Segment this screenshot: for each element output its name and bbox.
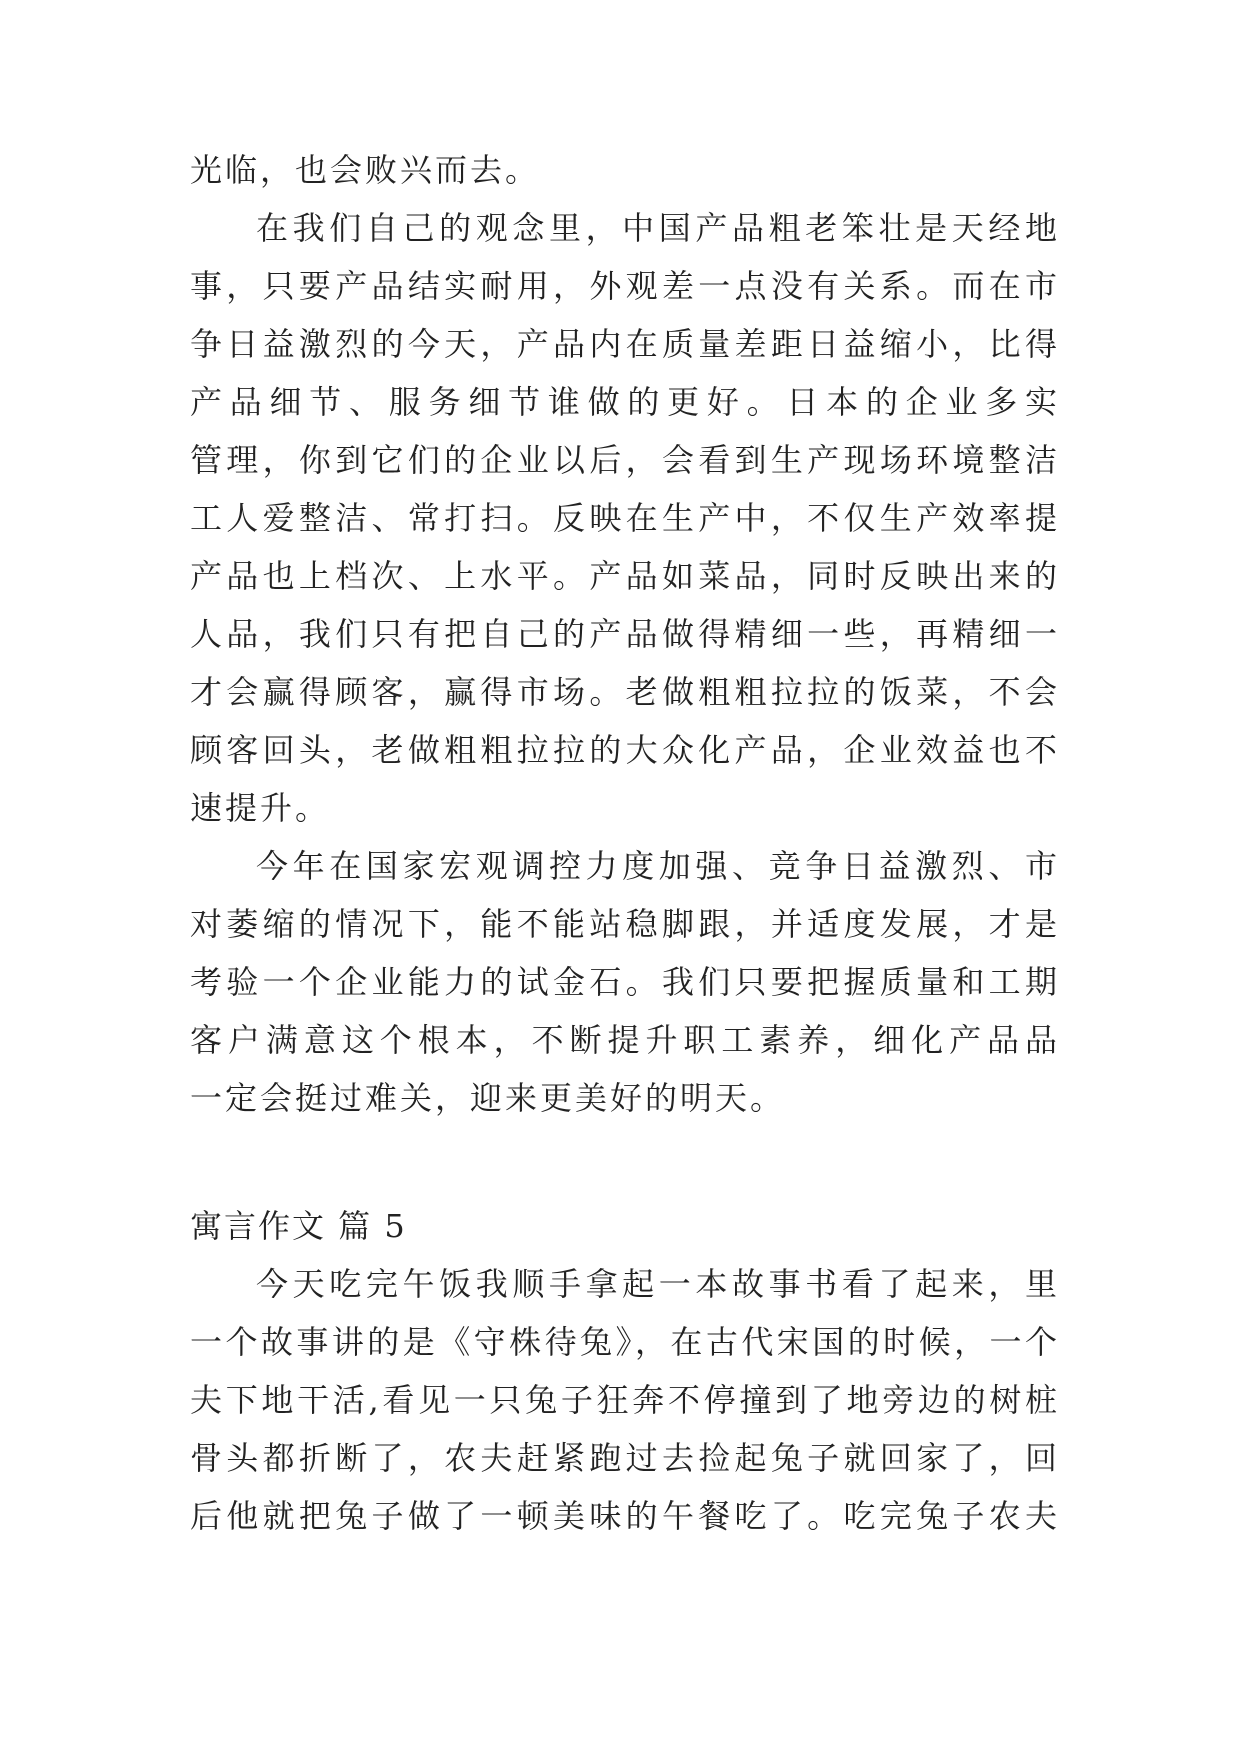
text-line: 速提升。 xyxy=(190,789,331,827)
paragraph-start-line: 在我们自己的观念里，中国产品粗老笨壮是天经地 xyxy=(256,209,1060,247)
text-line: 工人爱整洁、常打扫。反映在生产中，不仅生产效率提 xyxy=(190,499,1060,537)
text-line: 后他就把兔子做了一顿美味的午餐吃了。吃完兔子农夫 xyxy=(190,1497,1060,1535)
section-heading: 寓言作文 篇 5 xyxy=(190,1207,407,1245)
text-line: 骨头都折断了，农夫赶紧跑过去捡起兔子就回家了，回 xyxy=(190,1439,1060,1477)
text-line: 客户满意这个根本，不断提升职工素养，细化产品品 xyxy=(190,1021,1060,1059)
text-line: 才会赢得顾客，赢得市场。老做粗粗拉拉的饭菜，不会 xyxy=(190,673,1060,711)
text-line: 人品，我们只有把自己的产品做得精细一些，再精细一 xyxy=(190,615,1060,653)
text-line: 夫下地干活,看见一只兔子狂奔不停撞到了地旁边的树桩 xyxy=(190,1381,1060,1419)
text-line: 产品细节、服务细节谁做的更好。日本的企业多实 xyxy=(190,383,1060,421)
text-line: 一定会挺过难关，迎来更美好的明天。 xyxy=(190,1079,786,1117)
text-line: 一个故事讲的是《守株待兔》，在古代宋国的时候，一个 xyxy=(190,1323,1060,1361)
text-line: 管理，你到它们的企业以后，会看到生产现场环境整洁 xyxy=(190,441,1060,479)
text-line: 对萎缩的情况下，能不能站稳脚跟，并适度发展，才是 xyxy=(190,905,1060,943)
text-line: 考验一个企业能力的试金石。我们只要把握质量和工期 xyxy=(190,963,1060,1001)
text-line: 光临，也会败兴而去。 xyxy=(190,151,541,189)
text-line: 争日益激烈的今天，产品内在质量差距日益缩小，比得 xyxy=(190,325,1060,363)
text-line: 产品也上档次、上水平。产品如菜品，同时反映出来的 xyxy=(190,557,1060,595)
text-line: 事，只要产品结实耐用，外观差一点没有关系。而在市 xyxy=(190,267,1060,305)
paragraph-start-line: 今年在国家宏观调控力度加强、竞争日益激烈、市 xyxy=(256,847,1060,885)
text-line: 顾客回头，老做粗粗拉拉的大众化产品，企业效益也不 xyxy=(190,731,1060,769)
paragraph-start-line: 今天吃完午饭我顺手拿起一本故事书看了起来，里 xyxy=(256,1265,1060,1303)
